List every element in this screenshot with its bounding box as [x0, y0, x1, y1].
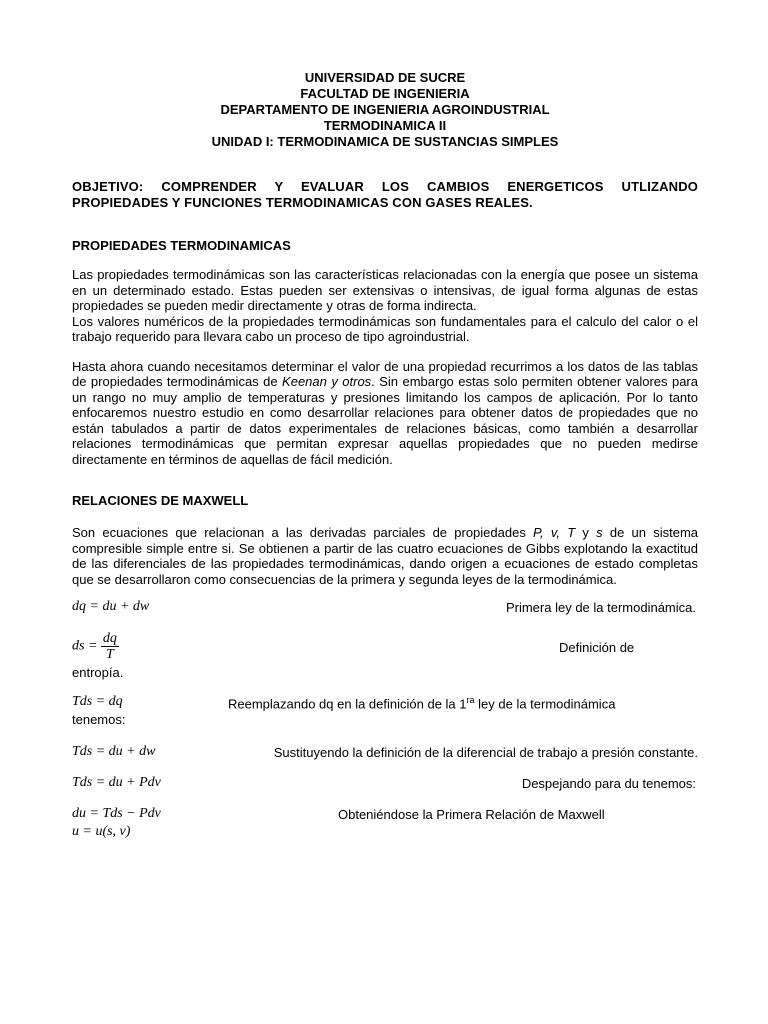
course-name: TERMODINAMICA II	[323, 118, 447, 133]
equation-first-law: dq = du + dw	[72, 599, 150, 614]
document-header	[72, 70, 698, 150]
equation-row-3	[72, 694, 698, 712]
equation-3-description-cont: tenemos:	[72, 712, 126, 727]
equation-entropy: ds = $\frac{dq}{T}$	[72, 631, 117, 662]
faculty-name: FACULTAD DE INGENIERIA	[300, 86, 470, 101]
equation-tds-du-pdv: Tds = du + Pdv	[72, 775, 161, 790]
equation-1-description: Primera ley de la termodinámica.	[505, 600, 696, 615]
equation-6-description: Obteniéndose la Primera Relación de Maxwell	[338, 807, 605, 822]
document-page	[72, 70, 698, 840]
equation-2-description-cont: entropía.	[72, 665, 124, 680]
equation-row-4	[72, 744, 698, 764]
equation-row-2	[72, 631, 698, 665]
paragraph-properties-1: Las propiedades termodinámicas son las características relacionadas con la energía que posee un sistema en un determinado estado. Estas pueden ser extensivas o intensivas, de igual forma algunas de estas propiedades se pueden medir directamente y otras de forma indirecta.	[72, 267, 698, 313]
equation-tds-dq: Tds = dq	[72, 694, 123, 709]
university-name: UNIVERSIDAD DE SUCRE	[304, 70, 466, 85]
reference-keenan: Keenan y otros	[282, 374, 372, 389]
paragraph-properties-2: Los valores numéricos de la propiedades termodinámicas son fundamentales para el calculo del calor o el trabajo requerido para llevara cabo un proceso de tipo agroindustrial.	[72, 313, 698, 344]
paragraph-maxwell: Son ecuaciones que relacionan a las derivadas parciales de propiedades P, v, T y s de un sistema compresible simple entre si. Se obtienen a partir de las cuatro ecuaciones de Gibbs explotando la exactitud de las diferenciales de las propiedades termodinámicas, dando origen a ecuaciones de estado completas que se desarrollaron como consecuencias de la primera y segunda leyes de la termodinámica.	[72, 525, 699, 587]
paragraph-properties-3: Hasta ahora cuando necesitamos determinar el valor de una propiedad recurrimos a los datos de las tablas de propiedades termodinámicas de Keenan y otros. Sin embargo estas solo permiten obtener valores para un rango no muy amplio de temperaturas y presiones limitando los campos de aplicación. Por lo tanto enfocaremos nuestro estudio en como desarrollar relaciones para obtener datos de propiedades que no están tabulados a partir de datos experimentales de relaciones básicas, como también a desarrollar relaciones termodinámicas que permitan expresar aquellas propiedades que no pueden medirse directamente en términos de aquellas de fácil medición.	[72, 358, 698, 467]
equation-5-description: Despejando para du tenemos:	[521, 776, 696, 791]
equation-row-5	[72, 775, 698, 795]
objective-text: OBJETIVO: COMPRENDER Y EVALUAR LOS CAMBIOS ENERGETICOS UTLIZANDO PROPIEDADES Y FUNCIONES TERMODINAMICAS CON GASES REALES.	[72, 179, 698, 210]
fraction-denominator: T	[106, 647, 114, 662]
fraction-numerator: dq	[102, 631, 117, 646]
section-title-maxwell: RELACIONES DE MAXWELL	[72, 493, 249, 508]
equation-row-6	[72, 806, 698, 824]
unit-title: UNIDAD I: TERMODINAMICA DE SUSTANCIAS SIMPLES	[211, 134, 559, 149]
equation-3-description: Reemplazando dq en la definición de la $1^{ra}$ ley de la termodinámica	[228, 695, 616, 712]
equation-du-maxwell: du = Tds − Pdv	[72, 806, 161, 821]
equation-u-function: u = u(s, v)	[72, 824, 131, 839]
equation-row-1	[72, 599, 698, 619]
equation-tds-du-dw: Tds = du + dw	[72, 744, 156, 759]
department-name: DEPARTAMENTO DE INGENIERIA AGROINDUSTRIAL	[220, 102, 550, 117]
section-title-properties: PROPIEDADES TERMODINAMICAS	[72, 238, 291, 253]
equation-4-description: Sustituyendo la definición de la diferencial de trabajo a presión constante.	[273, 745, 698, 760]
equation-2-description: Definición de	[559, 640, 635, 655]
